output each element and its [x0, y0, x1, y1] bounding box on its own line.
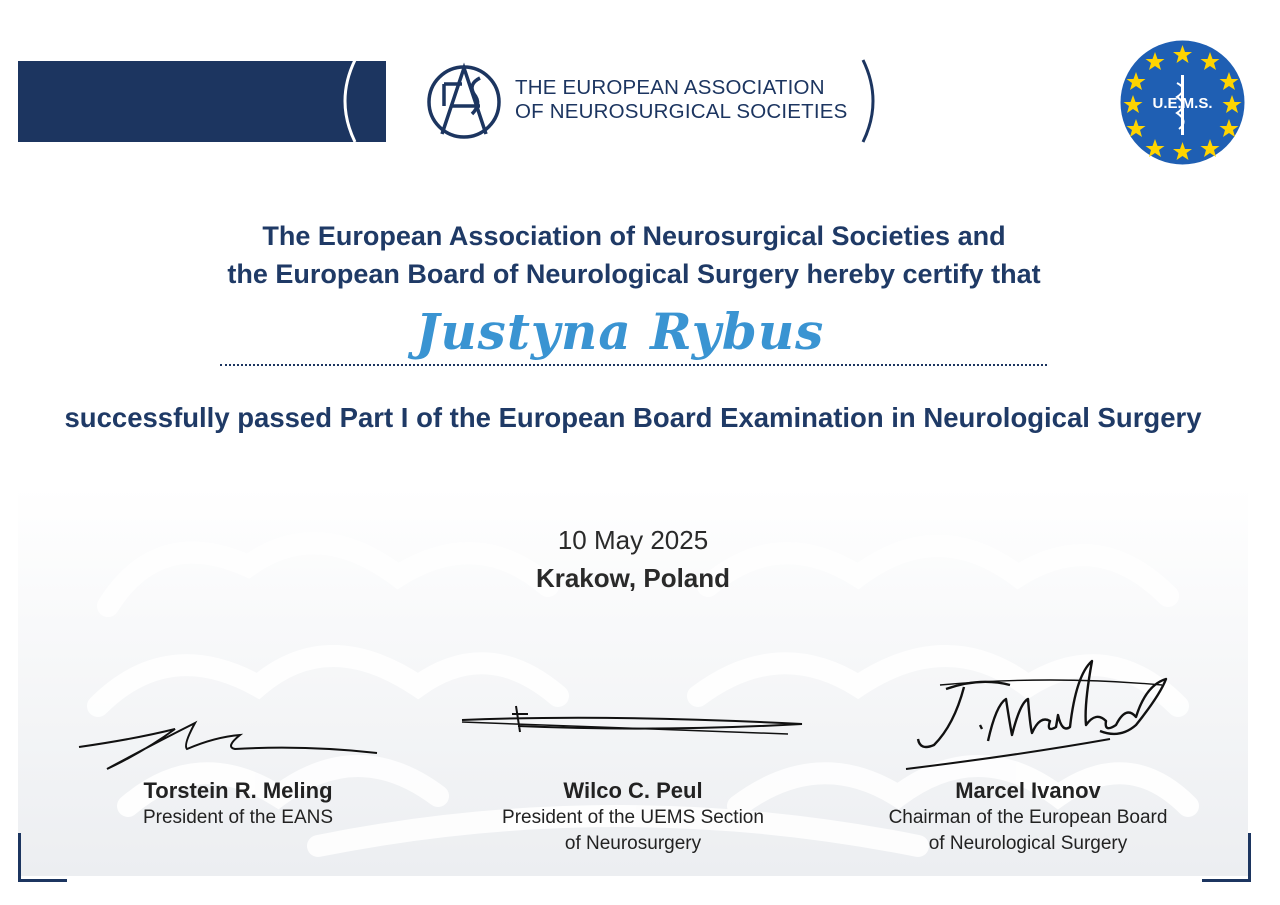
intro-line1: The European Association of Neurosurgical Societies and: [262, 221, 1006, 251]
signature-ivanov-icon: [900, 655, 1175, 775]
bracket-left-icon: [333, 58, 373, 144]
signatory-ivanov: [868, 777, 1188, 857]
eans-name-line2: OF NEUROSURGICAL SOCIETIES: [515, 100, 848, 123]
signature-meling-icon: [75, 715, 385, 775]
eans-logo-icon: [424, 62, 504, 142]
signatory-name: Torstein R. Meling: [143, 778, 333, 803]
uems-logo-text: U.E.M.S.: [1152, 95, 1213, 112]
signatory-role: President of the EANS: [142, 807, 334, 828]
intro-line2: the European Board of Neurological Surgery hereby certify that: [227, 259, 1041, 289]
header-bar: [18, 61, 386, 142]
signatory-meling: [88, 777, 388, 831]
signatory-name: Marcel Ivanov: [955, 778, 1101, 803]
frame-corner-bottom-left: [18, 833, 67, 882]
certificate-date: 10 May 2025: [557, 525, 709, 555]
certificate-intro: [0, 217, 1268, 293]
signatory-role: Chairman of the European Board: [888, 807, 1168, 828]
signatory-role: President of the UEMS Section: [502, 807, 764, 828]
eans-name-line1: THE EUROPEAN ASSOCIATION: [515, 76, 825, 99]
signatory-name: Wilco C. Peul: [563, 778, 703, 803]
bracket-right-icon: [855, 58, 885, 144]
uems-logo: [1119, 39, 1246, 166]
recipient-dotted-line: [220, 364, 1047, 366]
signatory-peul: [483, 777, 783, 857]
signatory-role: of Neurosurgery: [564, 833, 702, 854]
recipient-name: Justyna Rybus: [415, 302, 825, 361]
eans-name: [515, 76, 848, 124]
signatory-role: of Neurological Surgery: [928, 833, 1128, 854]
signature-peul-icon: [458, 702, 808, 742]
frame-corner-bottom-right: [1202, 833, 1251, 882]
certificate-location: Krakow, Poland: [535, 563, 731, 593]
achievement-statement: successfully passed Part I of the European Board Examination in Neurological Surgery: [64, 402, 1202, 433]
